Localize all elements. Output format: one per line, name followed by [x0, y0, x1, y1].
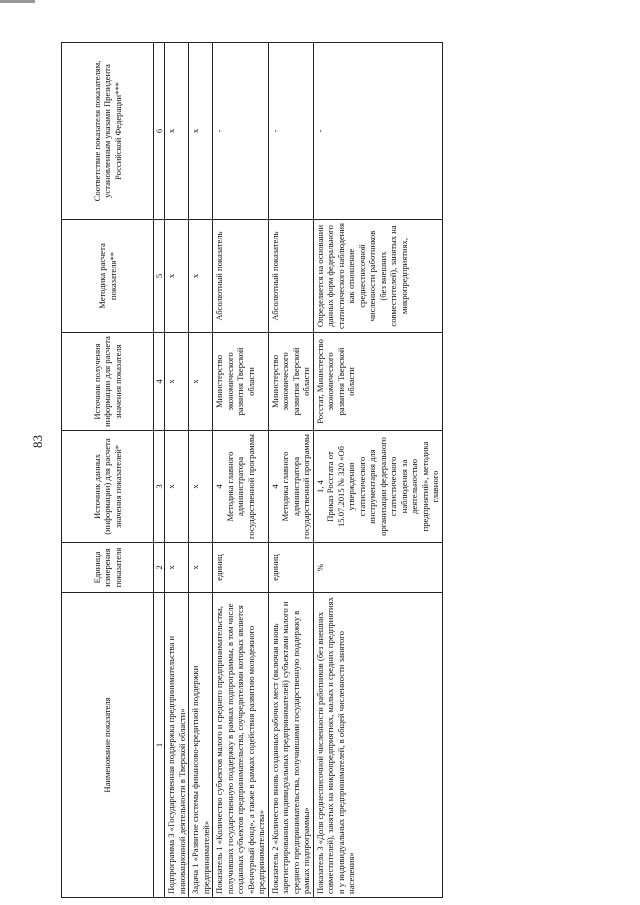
cell-unit: единиц [268, 543, 313, 593]
cell-name: Показатель 1 «Количество субъектов малого и среднего предпринимательства, получивших государственную поддержку в рамках подпрограммы, в том числе созданных субъектов предпринимательства, соучредителями которых является «Венчурный фонд», а также в рамках содействия развитию молодежного предпринимательства» [213, 593, 268, 898]
table-row [189, 43, 213, 898]
cell-source-info: х [165, 333, 189, 431]
cell-name: Показатель 3 «Доля среднесписочной численности работников (без внешних совместителей), занятых на микропредприятиях, малых и средних предприятиях и у индивидуальных предпринимателей, в общей численности занятого населения» [313, 593, 442, 898]
cell-source-data: 4 Методика главного администратора государственной программы [268, 431, 313, 543]
cell-source-data: х [189, 431, 213, 543]
cell-unit: х [165, 543, 189, 593]
col-number: 4 [154, 333, 165, 431]
cell-source-data: 4 Методика главного администратора государственной программы [213, 431, 268, 543]
cell-source-data: 1, 4 Приказ Росстата от 15.07.2015 № 320 «Об утверждении статистического инструментария для организации федерального статистического наблюдения за деятельностью предприятий», методика главного [313, 431, 442, 543]
header-source-data: Источник данных (информации) для расчета значения показателей* [62, 431, 154, 543]
cell-source-info: Министерство экономического развития Тверской области [213, 333, 268, 431]
header-row [62, 43, 154, 898]
cell-unit: % [313, 543, 442, 593]
header-name: Наименование показателя [62, 593, 154, 898]
indicators-table [61, 42, 443, 898]
cell-compliance: х [189, 43, 213, 220]
table-row [213, 43, 268, 898]
cell-method: х [165, 220, 189, 333]
column-number-row [154, 43, 165, 898]
cell-compliance: - [268, 43, 313, 220]
table-row [268, 43, 313, 898]
page-number: 83 [30, 435, 45, 448]
col-number: 6 [154, 43, 165, 220]
header-source-info: Источник получения информации для расчета значения показателя [62, 333, 154, 431]
cell-compliance: - [313, 43, 442, 220]
cell-method: х [189, 220, 213, 333]
cell-unit: единиц [213, 543, 268, 593]
header-compliance: Соответствие показателя показателям, установленным указами Президента Российской Федерации*** [62, 43, 154, 220]
cell-source-info: Министерство экономического развития Тверской области [268, 333, 313, 431]
header-method: Методика расчета показателя** [62, 220, 154, 333]
table-row [313, 43, 442, 898]
cell-name: Показатель 2 «Количество вновь созданных рабочих мест (включая вновь зарегистрированных индивидуальных предпринимателей) субъектами малого и среднего предпринимательства, получившими государственную поддержку в рамках подпрограммы» [268, 593, 313, 898]
cell-method: Абсолютный показатель [213, 220, 268, 333]
cell-source-info: Росстат, Министерство экономического развития Тверской области [313, 333, 442, 431]
cell-unit: х [189, 543, 213, 593]
cell-source-data: х [165, 431, 189, 543]
cell-source-info: х [189, 333, 213, 431]
col-number: 3 [154, 431, 165, 543]
col-number: 2 [154, 543, 165, 593]
col-number: 1 [154, 593, 165, 898]
cell-name: Задача 1 «Развитие системы финансово-кредитной поддержки предпринимателей» [189, 593, 213, 898]
cell-method: Абсолютный показатель [268, 220, 313, 333]
cell-compliance: х [165, 43, 189, 220]
cell-name: Подпрограмма 3 «Государственная поддержка предпринимательства и инновационной деятельности в Тверской области» [165, 593, 189, 898]
cell-method: Определяется на основании данных форм федерального статистического наблюдения как отношение среднесписочной численности работников (без внешних совместителей), занятых на микропредприятиях, [313, 220, 442, 333]
header-unit: Единица измерения показателя [62, 543, 154, 593]
col-number: 5 [154, 220, 165, 333]
table-row [165, 43, 189, 898]
cell-compliance: - [213, 43, 268, 220]
